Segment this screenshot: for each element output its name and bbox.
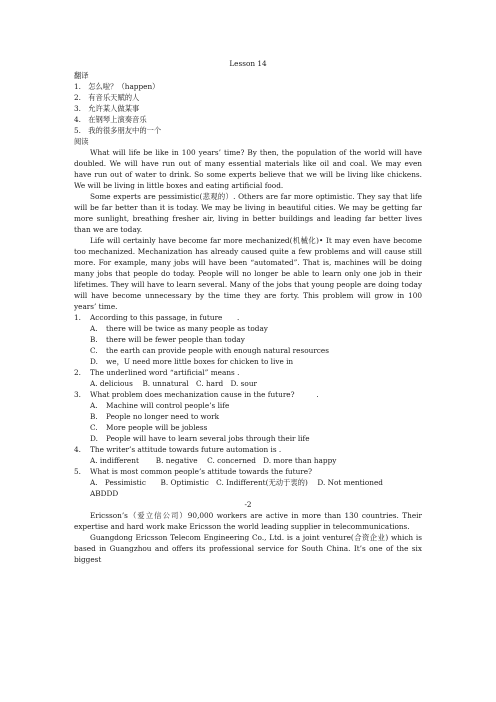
question-text: The writer’s attitude towards future automation is .	[90, 445, 282, 454]
option-text: Machine will control people’s life	[106, 401, 230, 410]
question	[74, 389, 422, 400]
option-text: More people will be jobless	[106, 423, 208, 432]
option-letter: D.	[90, 434, 98, 443]
answer-option	[74, 334, 422, 345]
inline-options: A. Pessimistic B. Optimistic C. Indifferent(无动于衷的) D. Not mentioned	[90, 478, 383, 487]
question-number: 2.	[74, 368, 81, 377]
question	[74, 466, 422, 477]
option-text: there will be twice as many people as today	[106, 324, 268, 333]
translate-heading: 翻译	[74, 71, 89, 80]
translate-item: 3. 允许某人做某事	[74, 104, 140, 113]
document-page	[74, 58, 422, 565]
inline-options: A. delicious B. unnatural C. hard D. sour	[90, 379, 258, 388]
reading-heading: 阅读	[74, 137, 89, 146]
reading-paragraph: Some experts are pessimistic(悲观的）. Others are far more optimistic. They say that life will be far better than it is today. We may be living in beautiful cities. We may be getting far more sunlight, breathing fresher air, living in better buildings and leading far better lives than we are today.	[74, 192, 422, 234]
answer-option	[74, 400, 422, 411]
option-text: People no longer need to work	[106, 412, 220, 421]
reading-paragraph: Life will certainly have become far more mechanized(机械化)• It may even have become too mechanized. Mechanization has already caused quite a few problems and will cause still more. For example, many jobs will have been “automated”. That is, machines will be doing many jobs that people do today. People will no longer be able to learn only one job in their lifetimes. They will have to learn several. Many of the jobs that young people are doing today will have become unnecessary by the time they are forty. This problem will grow in 100 years’ time.	[74, 236, 422, 311]
question-text: What is most common people’s attitude towards the future?	[90, 467, 312, 476]
question	[74, 367, 422, 378]
question-number: 3.	[74, 390, 81, 399]
answer-option	[74, 356, 422, 367]
lesson-title: Lesson 14	[229, 59, 267, 68]
question-number: 4.	[74, 445, 81, 454]
reading-paragraph: What will life be like in 100 years’ time? By then, the population of the world will have doubled. We will have run out of many essential materials like oil and coal. We may even have run out of water to drink. So some experts believe that we will be living like chickens. We will be living in little boxes and eating artificial food.	[74, 148, 422, 190]
answer-option	[74, 433, 422, 444]
option-letter: B.	[90, 412, 98, 421]
question	[74, 312, 422, 323]
translate-item: 4. 在钢琴上演奏音乐	[74, 115, 147, 124]
page-number: -2	[244, 500, 252, 509]
question-text: What problem does mechanization cause in the future? .	[90, 390, 319, 399]
answer-key: ABDDD	[90, 489, 119, 498]
question-number: 1.	[74, 313, 81, 322]
option-text: People will have to learn several jobs through their life	[106, 434, 310, 443]
option-text: there will be fewer people than today	[106, 335, 245, 344]
option-text: the earth can provide people with enough natural resources	[106, 346, 329, 355]
option-letter: C.	[90, 423, 98, 432]
answer-option	[74, 422, 422, 433]
option-letter: D.	[90, 357, 98, 366]
option-letter: C.	[90, 346, 98, 355]
translate-item: 1. 怎么啦？（happen）	[74, 82, 160, 91]
question-text: According to this passage, in future .	[90, 313, 240, 322]
inline-options: A. indifferent B. negative C. concerned D. more than happy	[90, 456, 337, 465]
question-text: The underlined word “artificial” means .	[90, 368, 240, 377]
option-text: we，U need more little boxes for chicken to live in	[106, 357, 294, 366]
answer-option	[74, 411, 422, 422]
next-paragraph: Guangdong Ericsson Telecom Engineering Co., Ltd. is a joint venture(合资企业) which is based in Guangzhou and offers its professional service for South China. It’s one of the six biggest	[74, 533, 422, 564]
option-letter: A.	[90, 401, 98, 410]
answer-option	[74, 345, 422, 356]
question	[74, 444, 422, 455]
option-letter: A.	[90, 324, 98, 333]
translate-item: 5. 我的很多朋友中的一个	[74, 126, 162, 135]
translate-item: 2. 有音乐天赋的人	[74, 93, 140, 102]
answer-option	[74, 323, 422, 334]
next-paragraph: Ericsson’s（爱立信公司）90,000 workers are active in more than 130 countries. Their expertise and hard work make Ericsson the world leading supplier in telecommunications.	[74, 511, 422, 531]
option-letter: B.	[90, 335, 98, 344]
question-number: 5.	[74, 467, 81, 476]
